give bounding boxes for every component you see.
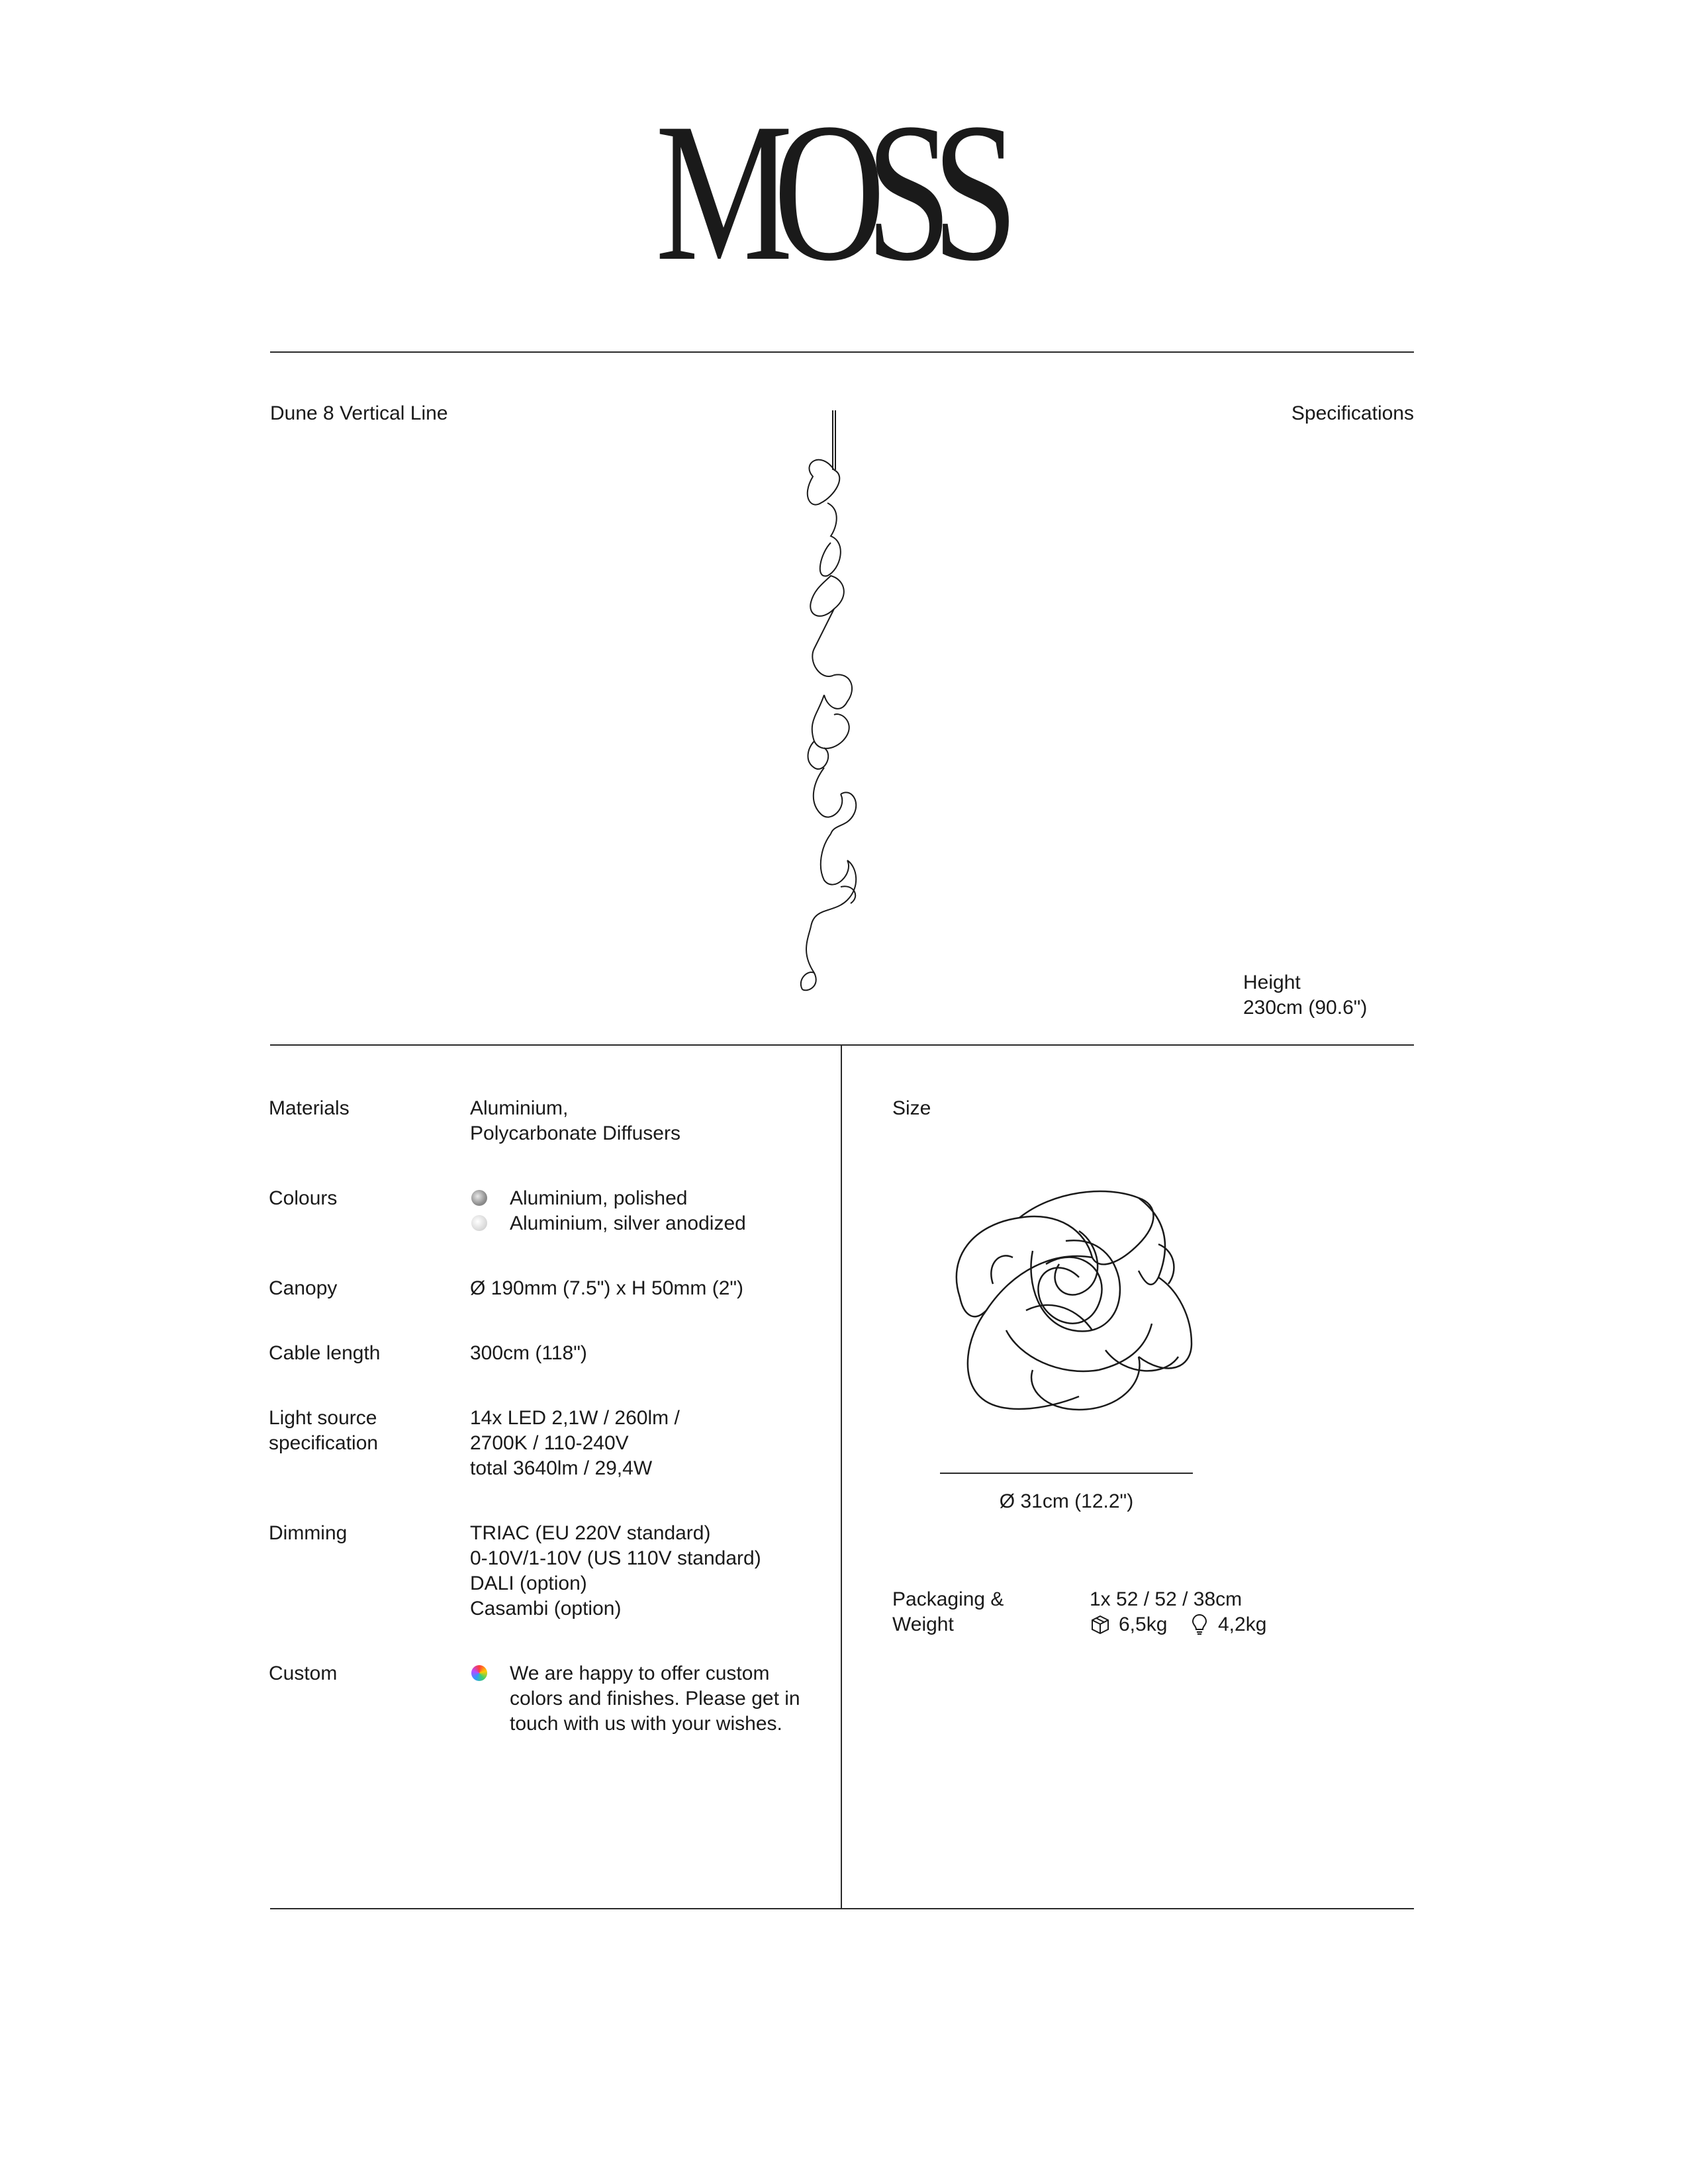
color-wheel-icon bbox=[471, 1665, 487, 1681]
canopy-label: Canopy bbox=[269, 1277, 338, 1299]
diameter-line bbox=[940, 1473, 1193, 1474]
size-label: Size bbox=[892, 1097, 931, 1119]
diameter-value: Ø 31cm (12.2") bbox=[999, 1490, 1134, 1512]
dimming-label: Dimming bbox=[269, 1522, 348, 1544]
divider-middle bbox=[270, 1044, 1414, 1046]
packaging-dimensions: 1x 52 / 52 / 38cm bbox=[1090, 1588, 1243, 1610]
bulb-icon bbox=[1192, 1614, 1207, 1635]
custom-label: Custom bbox=[269, 1662, 338, 1684]
divider-vertical bbox=[841, 1044, 842, 1909]
section-label: Specifications bbox=[1291, 402, 1414, 424]
colour-option-polished: Aluminium, polished bbox=[510, 1187, 688, 1209]
divider-bottom bbox=[270, 1908, 1414, 1909]
height-value: 230cm (90.6") bbox=[1243, 997, 1368, 1019]
materials-value: Aluminium, Polycarbonate Diffusers bbox=[470, 1097, 680, 1144]
canopy-value: Ø 190mm (7.5") x H 50mm (2") bbox=[470, 1277, 744, 1299]
colour-option-silver-anodized: Aluminium, silver anodized bbox=[510, 1212, 746, 1234]
swatch-silver-anodized bbox=[471, 1215, 487, 1231]
cable-length-label: Cable length bbox=[269, 1342, 381, 1364]
colours-label: Colours bbox=[269, 1187, 338, 1209]
cable-length-value: 300cm (118") bbox=[470, 1342, 587, 1364]
custom-value: We are happy to offer custom colors and finishes. Please get in touch with us with your wishes. bbox=[510, 1662, 800, 1735]
height-label: Height bbox=[1243, 972, 1301, 993]
top-view-drawing bbox=[947, 1178, 1205, 1430]
gross-weight: 6,5kg bbox=[1119, 1614, 1168, 1635]
net-weight: 4,2kg bbox=[1218, 1614, 1267, 1635]
swatch-polished bbox=[471, 1190, 487, 1206]
materials-label: Materials bbox=[269, 1097, 350, 1119]
light-source-value: 14x LED 2,1W / 260lm / 2700K / 110-240V total 3640lm / 29,4W bbox=[470, 1407, 680, 1479]
brand-logo: MOSS bbox=[655, 82, 999, 302]
divider-top bbox=[270, 351, 1414, 353]
pendant-vertical-line-drawing bbox=[794, 410, 900, 999]
packaging-label: Packaging & Weight bbox=[892, 1588, 1004, 1635]
dimming-value: TRIAC (EU 220V standard) 0-10V/1-10V (US 110V standard) DALI (option) Casambi (option) bbox=[470, 1522, 761, 1619]
light-source-label: Light source specification bbox=[269, 1407, 379, 1454]
product-name: Dune 8 Vertical Line bbox=[270, 402, 448, 424]
box-icon bbox=[1091, 1615, 1109, 1635]
